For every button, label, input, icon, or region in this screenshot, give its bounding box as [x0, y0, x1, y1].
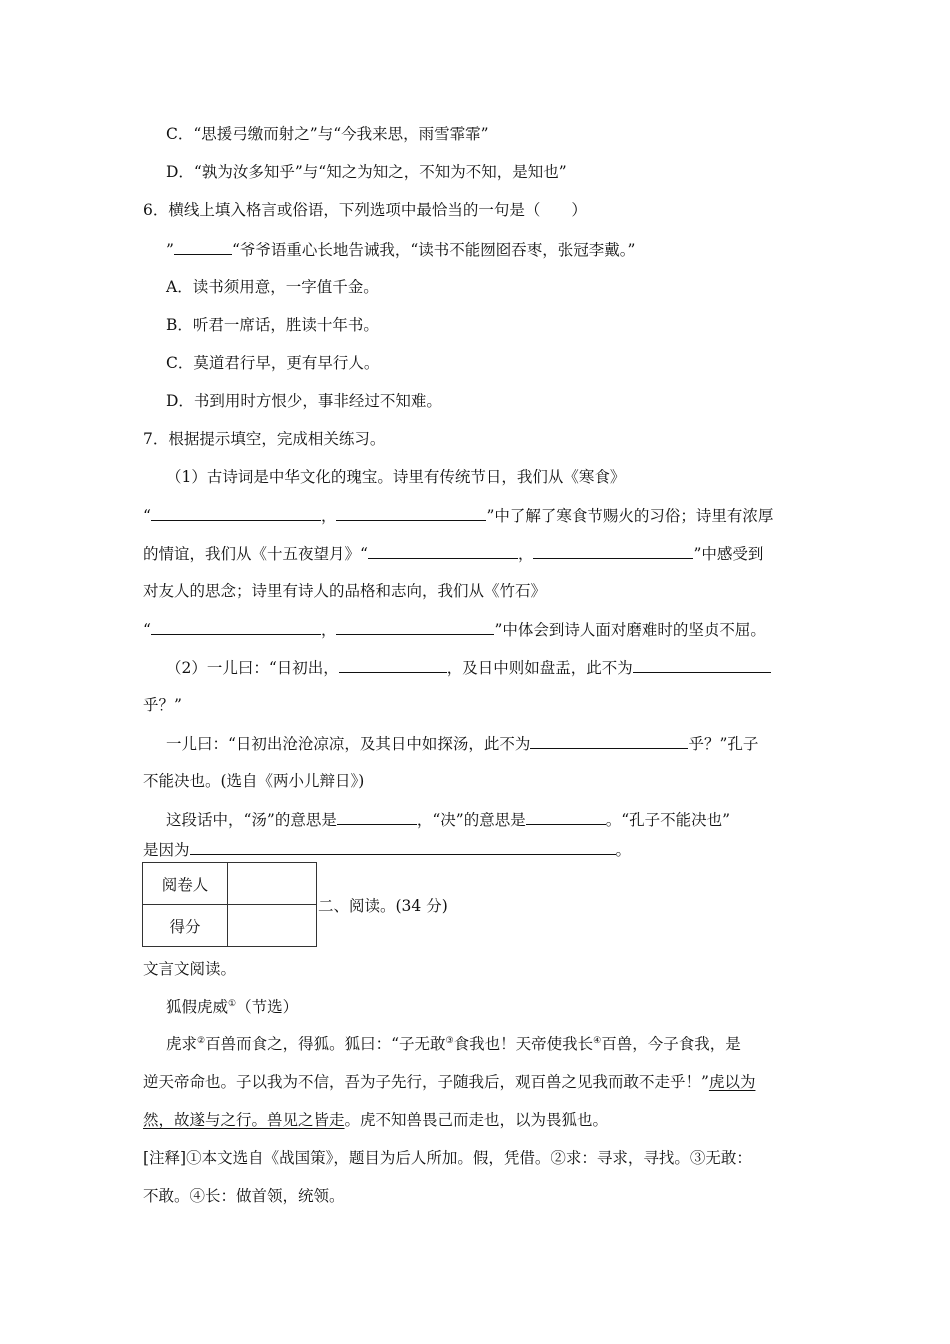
- q6-quote: [166, 238, 635, 261]
- q7-p1-line3: 的情谊，我们从《十五夜望月》“ ， ”中感受到: [143, 542, 763, 565]
- q6-quote-open: ”: [166, 241, 174, 259]
- hanshi-blank-2[interactable]: [336, 504, 486, 521]
- q6-option-d: D．书到用时方恨少，事非经过不知难。: [166, 392, 442, 410]
- zhushi-blank-2[interactable]: [336, 618, 494, 635]
- note-mark-2: ②: [197, 1036, 206, 1046]
- wangyue-blank-2[interactable]: [533, 542, 693, 559]
- section2-title: 二、阅读。(34 分): [318, 897, 448, 915]
- q5-option-c: C．“思援弓缴而射之”与“今我来思，雨雪霏霏”: [166, 125, 489, 143]
- wangyue-blank-1[interactable]: [368, 542, 518, 559]
- section2-subtitle: 文言文阅读。: [143, 960, 237, 978]
- score-label: 得分: [143, 905, 228, 947]
- q7-p2-line3: 一儿曰：“日初出沧沧凉凉，及其日中如探汤，此不为 乎？”孔子: [166, 732, 758, 755]
- underlined-sentence-part1: 虎以为: [708, 1073, 756, 1091]
- note-mark-4: ④: [593, 1036, 602, 1046]
- score-cell[interactable]: [228, 905, 317, 947]
- q7-p1-line4: 对友人的思念；诗里有诗人的品格和志向，我们从《竹石》: [143, 582, 547, 600]
- hanshi-blank-1[interactable]: [151, 504, 321, 521]
- zhushi-blank-1[interactable]: [151, 618, 321, 635]
- score-table: [142, 862, 317, 947]
- q7-p2-line4: 不能决也。(选自《两小儿辩日》): [143, 772, 365, 790]
- q6-blank[interactable]: [174, 238, 232, 255]
- tang-meaning-blank[interactable]: [337, 808, 417, 825]
- q6-option-a: A．读书须用意，一字值千金。: [166, 278, 379, 296]
- passage-title: 狐假虎威①（节选）: [166, 998, 299, 1016]
- notes-line1: [注释]①本文选自《战国策》，题目为后人所加。假，凭借。②求：寻求，寻找。③无敢：: [143, 1149, 752, 1167]
- riri-blank-1[interactable]: [339, 656, 447, 673]
- underlined-sentence-part2: 然，故遂与之行。兽见之皆走: [143, 1111, 345, 1129]
- q7-p1-line1: （1）古诗词是中华文化的瑰宝。诗里有传统节日，我们从《寒食》: [166, 468, 626, 486]
- riri-blank-3[interactable]: [530, 732, 688, 749]
- q7-p2-line1: （2）一儿曰：“日初出， ，及日中则如盘盂，此不为: [166, 656, 771, 679]
- q7-p2-line6: 是因为 。: [143, 838, 631, 861]
- jue-meaning-blank[interactable]: [526, 808, 606, 825]
- passage-line2: 逆天帝命也。子以我为不信，吾为子先行，子随我后，观百兽之见我而敢不走乎！”虎以为: [143, 1073, 756, 1091]
- q7-p1-line2: “ ， ”中了解了寒食节赐火的习俗；诗里有浓厚: [143, 504, 773, 527]
- q7-stem: 7．根据提示填空，完成相关练习。: [143, 430, 386, 448]
- reason-blank[interactable]: [190, 838, 616, 855]
- reviewer-cell[interactable]: [228, 863, 317, 905]
- note-mark-1: ①: [228, 999, 237, 1009]
- riri-blank-2[interactable]: [633, 656, 771, 673]
- q6-option-b: B．听君一席话，胜读十年书。: [166, 316, 379, 334]
- q6-quote-rest: “爷爷语重心长地告诫我，“读书不能囫囵吞枣，张冠李戴。”: [231, 241, 636, 259]
- passage-line3: 然，故遂与之行。兽见之皆走。虎不知兽畏己而走也，以为畏狐也。: [143, 1111, 609, 1129]
- q6-stem: 6．横线上填入格言或俗语，下列选项中最恰当的一句是（ ）: [143, 201, 587, 219]
- q6-option-c: C．莫道君行早，更有早行人。: [166, 354, 380, 372]
- note-mark-3: ③: [445, 1036, 454, 1046]
- q5-option-d: D．“孰为汝多知乎”与“知之为知之，不知为不知，是知也”: [166, 163, 567, 181]
- reviewer-label: 阅卷人: [143, 863, 228, 905]
- q7-p2-line2: 乎？”: [143, 696, 182, 714]
- q7-p2-line5: 这段话中，“汤”的意思是 ，“决”的意思是 。“孔子不能决也”: [166, 808, 730, 831]
- q7-p1-line5: “ ， ”中体会到诗人面对磨难时的坚贞不屈。: [143, 618, 766, 641]
- passage-line1: 虎求②百兽而食之，得狐。狐曰：“子无敢③食我也！天帝使我长④百兽，今子食我，是: [166, 1035, 741, 1053]
- notes-line2: 不敢。④长：做首领，统领。: [143, 1187, 345, 1205]
